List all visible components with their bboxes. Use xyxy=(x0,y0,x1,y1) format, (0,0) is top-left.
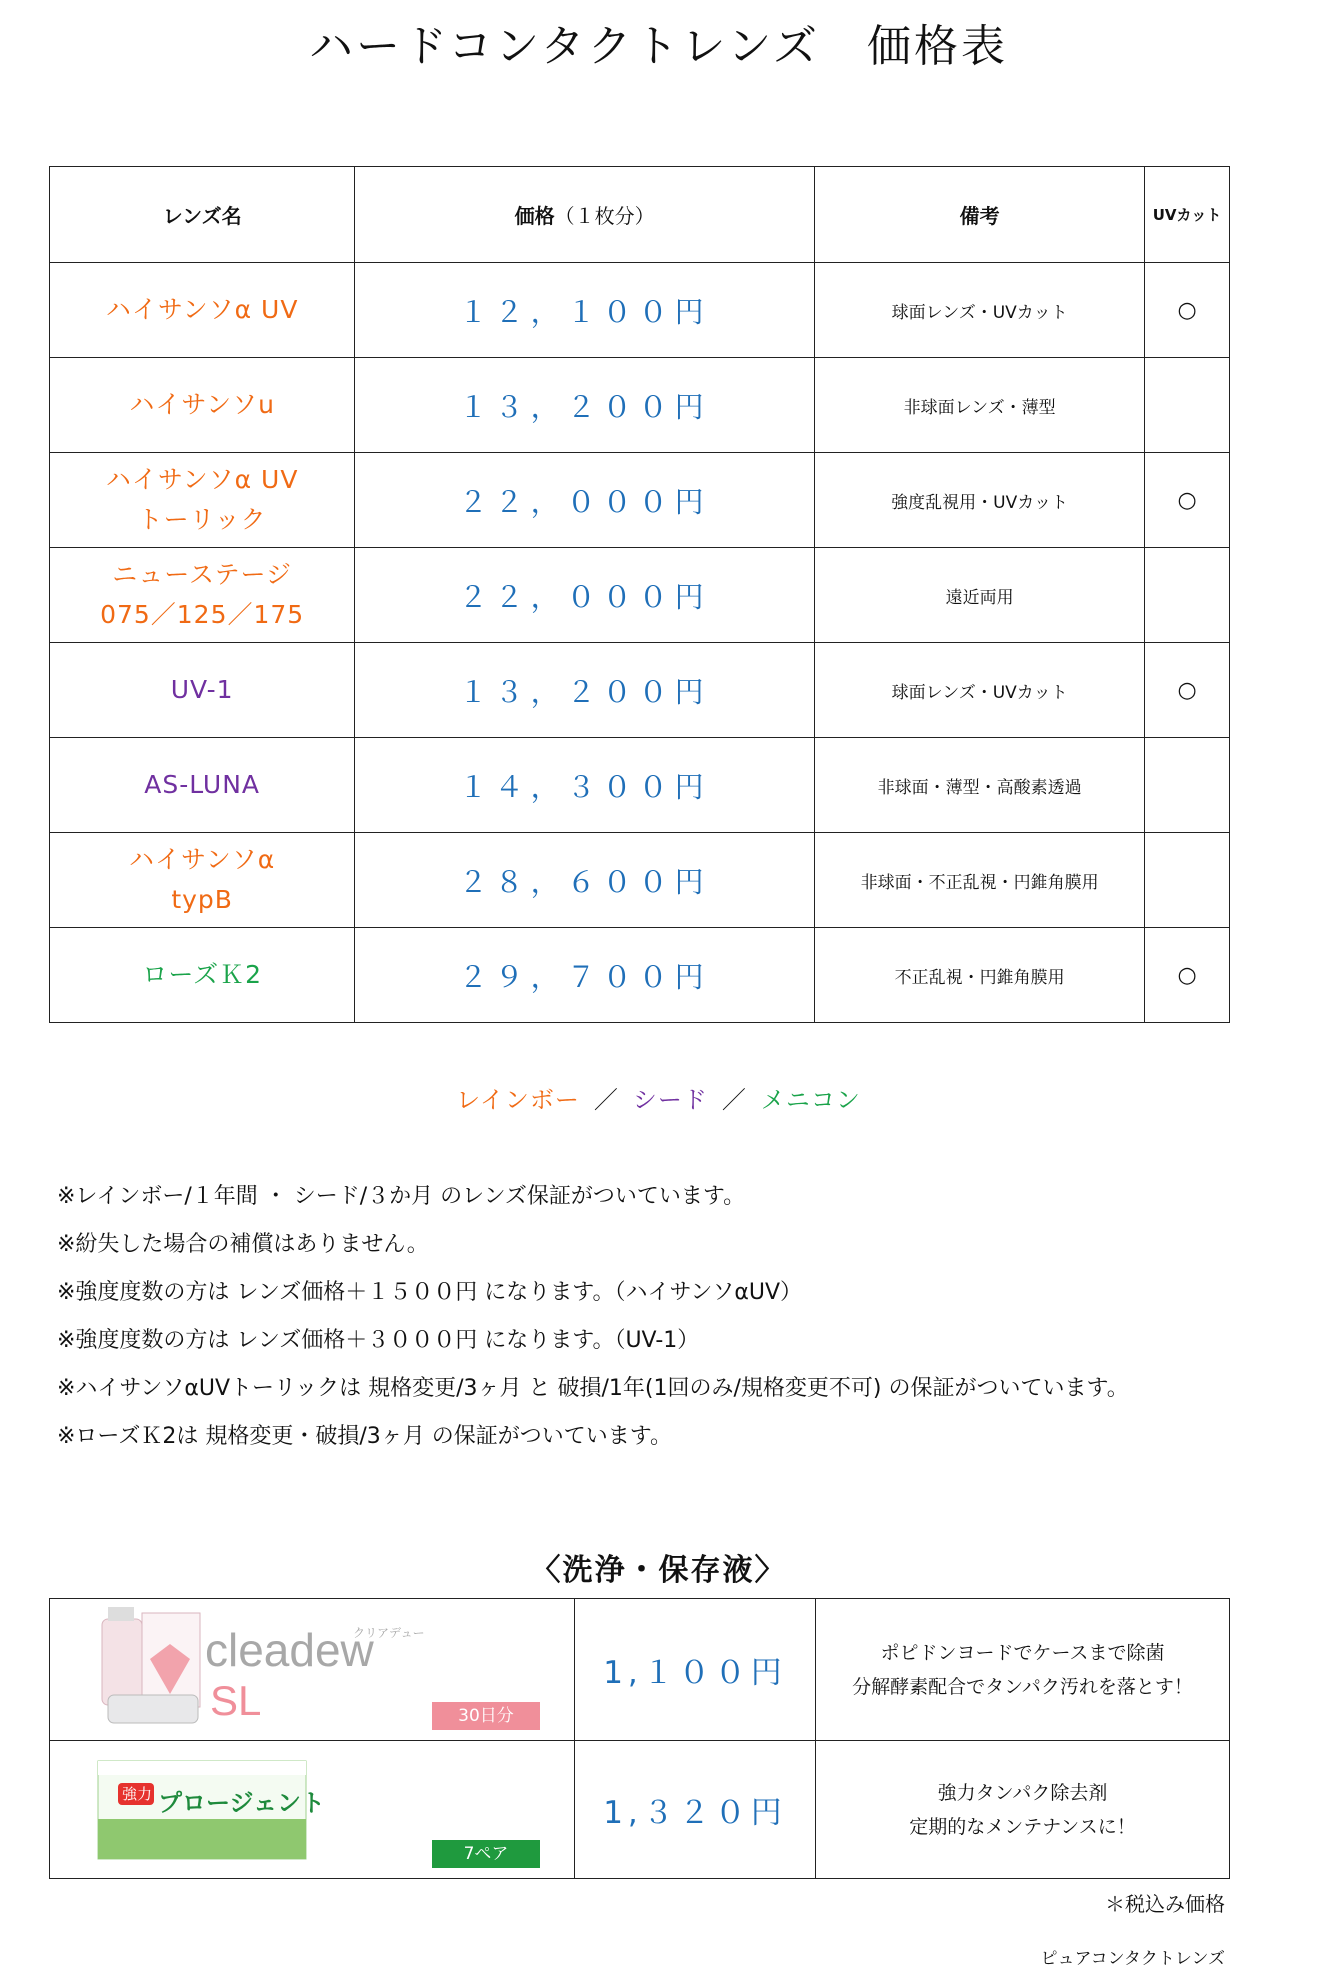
lens-name: AS-LUNA xyxy=(144,770,261,799)
product-price: 1,１００円 xyxy=(575,1599,816,1741)
maker-legend xyxy=(0,1080,1317,1115)
progent-logo: プロージェント xyxy=(158,1789,326,1817)
product-description xyxy=(816,1741,1230,1879)
header-note: 備考 xyxy=(815,167,1145,263)
table-row xyxy=(50,643,1230,738)
care-product-row xyxy=(50,1741,1230,1879)
lens-name: ローズＫ2 xyxy=(142,960,262,989)
uv-cut-mark xyxy=(1145,738,1230,833)
lens-note: 強度乱視用・UVカット xyxy=(815,453,1145,548)
lens-name-cell xyxy=(50,643,355,738)
lens-price-table xyxy=(49,166,1230,1023)
desc-line: 強力タンパク除去剤 xyxy=(937,1781,1108,1804)
uv-cut-mark xyxy=(1145,358,1230,453)
header-price-label: 価格 xyxy=(514,204,555,228)
lens-note: 球面レンズ・UVカット xyxy=(815,643,1145,738)
lens-price: ２９，７００円 xyxy=(355,928,815,1023)
care-section-title: 〈洗浄・保存液〉 xyxy=(530,1553,787,1588)
note-item: ※レインボー/１年間 ・ シード/３か月 のレンズ保証がついています。 xyxy=(57,1184,746,1209)
lens-name: UV-1 xyxy=(170,675,234,704)
header-lens-name: レンズ名 xyxy=(50,167,355,263)
uv-cut-mark xyxy=(1145,548,1230,643)
page-title: ハードコンタクトレンズ 価格表 xyxy=(308,21,1009,72)
header-price-unit: （１枚分） xyxy=(554,204,655,228)
table-row xyxy=(50,928,1230,1023)
lens-name-line2: typB xyxy=(171,885,233,914)
lens-price: ２２，０００円 xyxy=(355,453,815,548)
uv-cut-mark xyxy=(1145,833,1230,928)
lens-price: １４，３００円 xyxy=(355,738,815,833)
table-row xyxy=(50,548,1230,643)
uv-cut-mark: ○ xyxy=(1145,453,1230,548)
desc-line: 分解酵素配合でタンパク汚れを落とす！ xyxy=(852,1675,1193,1698)
product-price: 1,３２０円 xyxy=(575,1741,816,1879)
lens-price: １３，２００円 xyxy=(355,358,815,453)
lens-price: １２，１００円 xyxy=(355,263,815,358)
lens-name: ハイサンソα UV xyxy=(105,465,299,494)
lens-name-cell xyxy=(50,263,355,358)
lens-name-line2: トーリック xyxy=(137,505,267,534)
lens-name: ハイサンソα UV xyxy=(105,295,299,324)
cleadew-kana: クリアデュー xyxy=(353,1626,425,1640)
table-row xyxy=(50,833,1230,928)
lens-name: ハイサンソα xyxy=(129,845,276,874)
table-row xyxy=(50,453,1230,548)
header-price xyxy=(355,167,815,263)
lens-name-cell xyxy=(50,453,355,548)
legend-seed: シード xyxy=(632,1086,708,1114)
lens-price: １３，２００円 xyxy=(355,643,815,738)
care-products-table xyxy=(49,1598,1230,1879)
lens-name-cell xyxy=(50,548,355,643)
header-uv-cut: UVカット xyxy=(1145,167,1230,263)
product-image-cell xyxy=(50,1741,575,1879)
cleadew-logo: cleadew xyxy=(205,1624,374,1676)
uv-cut-mark: ○ xyxy=(1145,263,1230,358)
legend-separator: ／ xyxy=(593,1086,619,1114)
progent-tag: 強力 xyxy=(122,1785,153,1803)
quantity-badge: 7ペア xyxy=(432,1840,540,1868)
note-item: ※ローズＫ2は 規格変更・破損/3ヶ月 の保証がついています。 xyxy=(57,1424,672,1449)
cleadew-sl: SL xyxy=(210,1677,262,1724)
table-row xyxy=(50,738,1230,833)
legend-rainbow: レインボー xyxy=(456,1086,580,1114)
lens-name-line2: 075／125／175 xyxy=(100,600,305,629)
lens-name: ハイサンソu xyxy=(129,390,275,419)
lens-note: 非球面レンズ・薄型 xyxy=(815,358,1145,453)
note-item: ※強度度数の方は レンズ価格＋１５００円 になります。（ハイサンソαUV） xyxy=(57,1280,803,1305)
lens-name-cell xyxy=(50,928,355,1023)
note-item: ※強度度数の方は レンズ価格＋３０００円 になります。（UV-1） xyxy=(57,1328,700,1353)
product-image-cell xyxy=(50,1599,575,1741)
quantity-badge: 30日分 xyxy=(432,1702,540,1730)
note-item: ※紛失した場合の補償はありません。 xyxy=(57,1232,429,1257)
tax-note: ＊税込み価格 xyxy=(1105,1892,1225,1916)
lens-name-cell xyxy=(50,833,355,928)
table-header-row xyxy=(50,167,1230,263)
lens-name-cell xyxy=(50,358,355,453)
notes-list xyxy=(57,1173,1129,1461)
table-row xyxy=(50,263,1230,358)
lens-note: 非球面・薄型・高酸素透過 xyxy=(815,738,1145,833)
product-description xyxy=(816,1599,1230,1741)
lens-note: 球面レンズ・UVカット xyxy=(815,263,1145,358)
lens-name-cell xyxy=(50,738,355,833)
lens-name: ニューステージ xyxy=(112,560,293,589)
legend-separator: ／ xyxy=(721,1086,747,1114)
uv-cut-mark: ○ xyxy=(1145,928,1230,1023)
care-product-row xyxy=(50,1599,1230,1741)
note-item: ※ハイサンソαUVトーリックは 規格変更/3ヶ月 と 破損/1年(1回のみ/規格変更不可) の保証がついています。 xyxy=(57,1376,1129,1401)
desc-line: 定期的なメンテナンスに！ xyxy=(909,1815,1136,1838)
lens-price: ２２，０００円 xyxy=(355,548,815,643)
desc-line: ポピドンヨードでケースまで除菌 xyxy=(880,1641,1165,1664)
legend-menicon: メニコン xyxy=(760,1086,861,1114)
lens-note: 不正乱視・円錐角膜用 xyxy=(815,928,1145,1023)
shop-name: ピュアコンタクトレンズ xyxy=(1040,1949,1225,1969)
lens-price: ２８，６００円 xyxy=(355,833,815,928)
lens-note: 非球面・不正乱視・円錐角膜用 xyxy=(815,833,1145,928)
uv-cut-mark: ○ xyxy=(1145,643,1230,738)
lens-note: 遠近両用 xyxy=(815,548,1145,643)
table-row xyxy=(50,358,1230,453)
